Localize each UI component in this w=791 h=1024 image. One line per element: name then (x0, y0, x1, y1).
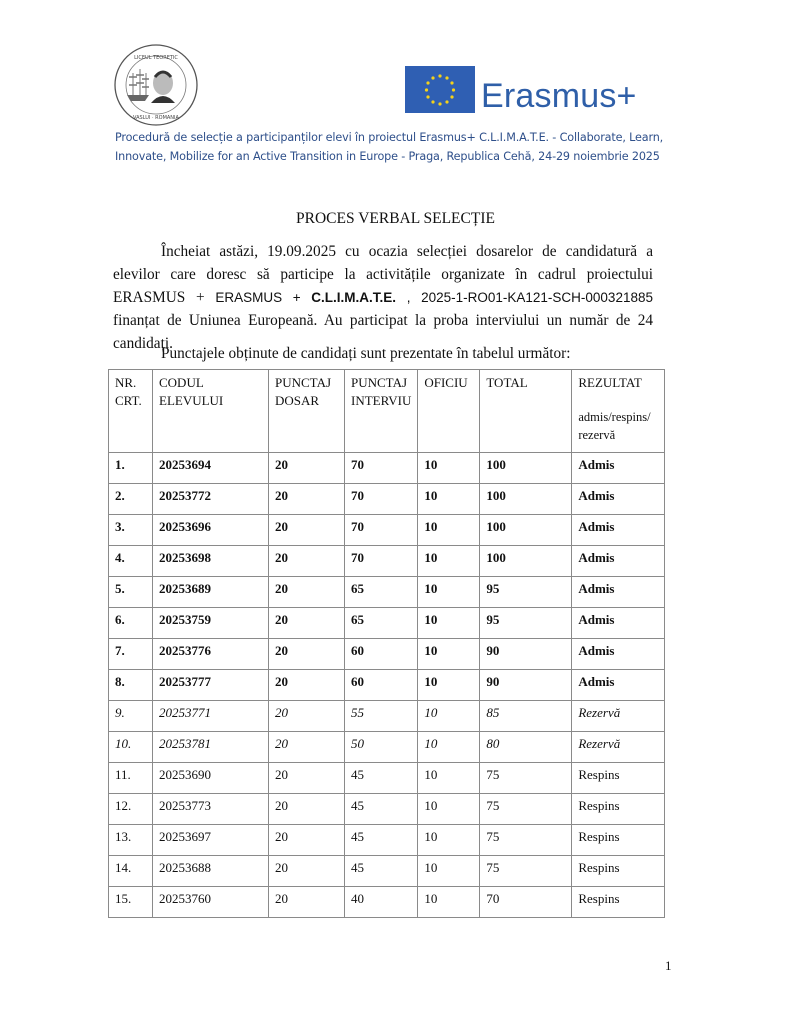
cell-total: 100 (480, 484, 572, 515)
cell-nr: 13. (109, 825, 153, 856)
table-row (109, 825, 665, 856)
cell-dosar: 20 (269, 887, 345, 918)
header-nr-line1: NR. (115, 375, 137, 390)
table-row (109, 639, 665, 670)
document-title: PROCES VERBAL SELECȚIE (296, 210, 495, 227)
cell-total: 85 (480, 701, 572, 732)
table-row (109, 856, 665, 887)
header-interviu-line2: INTERVIU (351, 393, 412, 408)
cell-nr: 14. (109, 856, 153, 887)
cell-interviu: 50 (345, 732, 418, 763)
cell-nr: 3. (109, 515, 153, 546)
cell-rezultat: Respins (572, 887, 665, 918)
cell-total: 95 (480, 577, 572, 608)
header-rezultat-sub1: admis/respins/ (578, 410, 651, 424)
table-row (109, 670, 665, 701)
cell-nr: 5. (109, 577, 153, 608)
cell-dosar: 20 (269, 856, 345, 887)
header-caption-line-2: Innovate, Mobilize for an Active Transition in Europe - Praga, Republica Cehă, 24-29 noiembrie 2025 (115, 150, 660, 163)
cell-cod: 20253688 (153, 856, 269, 887)
header-interviu-line1: PUNCTAJ (351, 375, 408, 390)
cell-oficiu: 10 (418, 887, 480, 918)
cell-interviu: 45 (345, 856, 418, 887)
cell-oficiu: 10 (418, 856, 480, 887)
intro-project-code: , 2025-1-RO01-KA121-SCH-000321885 (396, 290, 653, 305)
table-row (109, 484, 665, 515)
intro-paragraph (113, 240, 653, 355)
cell-interviu: 70 (345, 546, 418, 577)
cell-interviu: 45 (345, 825, 418, 856)
cell-cod: 20253781 (153, 732, 269, 763)
cell-cod: 20253697 (153, 825, 269, 856)
cell-total: 75 (480, 763, 572, 794)
cell-rezultat: Admis (572, 515, 665, 546)
cell-nr: 4. (109, 546, 153, 577)
cell-oficiu: 10 (418, 608, 480, 639)
header-rezultat (572, 370, 665, 453)
header-dosar-line2: DOSAR (275, 393, 320, 408)
table-header-row (109, 370, 665, 453)
table-row (109, 546, 665, 577)
header-nr-line2: CRT. (115, 393, 142, 408)
cell-dosar: 20 (269, 453, 345, 484)
cell-total: 100 (480, 453, 572, 484)
cell-cod: 20253776 (153, 639, 269, 670)
cell-nr: 9. (109, 701, 153, 732)
cell-total: 100 (480, 515, 572, 546)
header-cod-elev: CODUL ELEVULUI (153, 370, 269, 453)
cell-interviu: 55 (345, 701, 418, 732)
table-row (109, 701, 665, 732)
table-row (109, 515, 665, 546)
cell-dosar: 20 (269, 577, 345, 608)
table-row (109, 453, 665, 484)
cell-rezultat: Admis (572, 608, 665, 639)
cell-cod: 20253772 (153, 484, 269, 515)
cell-interviu: 65 (345, 577, 418, 608)
cell-rezultat: Admis (572, 453, 665, 484)
cell-rezultat: Admis (572, 670, 665, 701)
cell-oficiu: 10 (418, 639, 480, 670)
header-caption-line-1: Procedură de selecție a participanților elevi în proiectul Erasmus+ C.L.I.M.A.T.E. - Collaborate, Learn, (115, 131, 664, 144)
cell-nr: 12. (109, 794, 153, 825)
cell-nr: 1. (109, 453, 153, 484)
cell-dosar: 20 (269, 825, 345, 856)
cell-interviu: 45 (345, 794, 418, 825)
header-oficiu: OFICIU (418, 370, 480, 453)
cell-oficiu: 10 (418, 577, 480, 608)
cell-nr: 7. (109, 639, 153, 670)
table-intro-text: Punctajele obținute de candidați sunt prezentate în tabelul următor: (161, 345, 571, 362)
header-punctaj-dosar (269, 370, 345, 453)
cell-nr: 8. (109, 670, 153, 701)
cell-cod: 20253690 (153, 763, 269, 794)
intro-text-part-1: Încheiat astăzi, 19.09.2025 cu ocazia selecției dosarelor de candidatură a elevilor care doresc să participe la activitățile organizate în cadrul proiectului ERASMUS + (113, 243, 653, 306)
results-table (108, 369, 665, 918)
cell-rezultat: Rezervă (572, 732, 665, 763)
header-punctaj-interviu (345, 370, 418, 453)
table-row (109, 887, 665, 918)
cell-interviu: 65 (345, 608, 418, 639)
cell-dosar: 20 (269, 701, 345, 732)
cell-cod: 20253771 (153, 701, 269, 732)
table-row (109, 577, 665, 608)
cell-oficiu: 10 (418, 546, 480, 577)
intro-program-name: ERASMUS + (215, 290, 312, 305)
cell-dosar: 20 (269, 639, 345, 670)
table-intro-paragraph (113, 342, 653, 365)
cell-cod: 20253760 (153, 887, 269, 918)
eu-flag-icon (405, 66, 475, 113)
svg-text:VASLUI · ROMANIA: VASLUI · ROMANIA (133, 115, 179, 121)
cell-rezultat: Admis (572, 484, 665, 515)
erasmus-plus-logo-text: Erasmus+ (481, 77, 637, 115)
cell-rezultat: Respins (572, 856, 665, 887)
table-row (109, 794, 665, 825)
cell-dosar: 20 (269, 608, 345, 639)
header-caption (115, 128, 685, 166)
svg-text:LICEUL TEORETIC: LICEUL TEORETIC (134, 55, 178, 61)
cell-total: 75 (480, 794, 572, 825)
header-dosar-line1: PUNCTAJ (275, 375, 332, 390)
cell-total: 75 (480, 825, 572, 856)
school-emblem-logo (113, 43, 199, 127)
intro-text-part-2: finanțat de Uniunea Europeană. Au participat la proba interviului un număr de 24 candidați. (113, 312, 653, 352)
cell-dosar: 20 (269, 794, 345, 825)
cell-cod: 20253689 (153, 577, 269, 608)
cell-nr: 10. (109, 732, 153, 763)
cell-cod: 20253773 (153, 794, 269, 825)
cell-interviu: 60 (345, 670, 418, 701)
cell-rezultat: Admis (572, 639, 665, 670)
header-total: TOTAL (480, 370, 572, 453)
table-row (109, 763, 665, 794)
cell-interviu: 70 (345, 484, 418, 515)
cell-total: 100 (480, 546, 572, 577)
cell-oficiu: 10 (418, 825, 480, 856)
table-row (109, 732, 665, 763)
cell-rezultat: Respins (572, 794, 665, 825)
cell-rezultat: Respins (572, 825, 665, 856)
intro-project-acronym: C.L.I.M.A.T.E. (311, 290, 397, 305)
header-rezultat-options (578, 408, 658, 444)
cell-nr: 2. (109, 484, 153, 515)
cell-dosar: 20 (269, 484, 345, 515)
cell-total: 90 (480, 670, 572, 701)
cell-total: 90 (480, 639, 572, 670)
cell-dosar: 20 (269, 546, 345, 577)
cell-total: 80 (480, 732, 572, 763)
table-row (109, 608, 665, 639)
cell-nr: 6. (109, 608, 153, 639)
cell-oficiu: 10 (418, 453, 480, 484)
cell-nr: 15. (109, 887, 153, 918)
cell-oficiu: 10 (418, 794, 480, 825)
cell-total: 70 (480, 887, 572, 918)
cell-nr: 11. (109, 763, 153, 794)
cell-dosar: 20 (269, 732, 345, 763)
cell-rezultat: Rezervă (572, 701, 665, 732)
cell-oficiu: 10 (418, 670, 480, 701)
cell-oficiu: 10 (418, 732, 480, 763)
cell-cod: 20253696 (153, 515, 269, 546)
cell-interviu: 70 (345, 453, 418, 484)
cell-total: 75 (480, 856, 572, 887)
cell-rezultat: Respins (572, 763, 665, 794)
cell-interviu: 70 (345, 515, 418, 546)
cell-oficiu: 10 (418, 515, 480, 546)
header-nr-crt (109, 370, 153, 453)
cell-oficiu: 10 (418, 484, 480, 515)
eu-stars-icon (405, 66, 475, 113)
cell-oficiu: 10 (418, 701, 480, 732)
cell-dosar: 20 (269, 763, 345, 794)
cell-rezultat: Admis (572, 546, 665, 577)
cell-cod: 20253759 (153, 608, 269, 639)
cell-dosar: 20 (269, 515, 345, 546)
header-rezultat-label: REZULTAT (578, 375, 642, 390)
cell-cod: 20253698 (153, 546, 269, 577)
table-body (109, 453, 665, 918)
cell-oficiu: 10 (418, 763, 480, 794)
cell-total: 95 (480, 608, 572, 639)
cell-cod: 20253694 (153, 453, 269, 484)
cell-interviu: 40 (345, 887, 418, 918)
page-number: 1 (665, 958, 672, 973)
cell-interviu: 45 (345, 763, 418, 794)
cell-rezultat: Admis (572, 577, 665, 608)
cell-cod: 20253777 (153, 670, 269, 701)
cell-dosar: 20 (269, 670, 345, 701)
cell-interviu: 60 (345, 639, 418, 670)
header-rezultat-sub2: rezervă (578, 428, 616, 442)
